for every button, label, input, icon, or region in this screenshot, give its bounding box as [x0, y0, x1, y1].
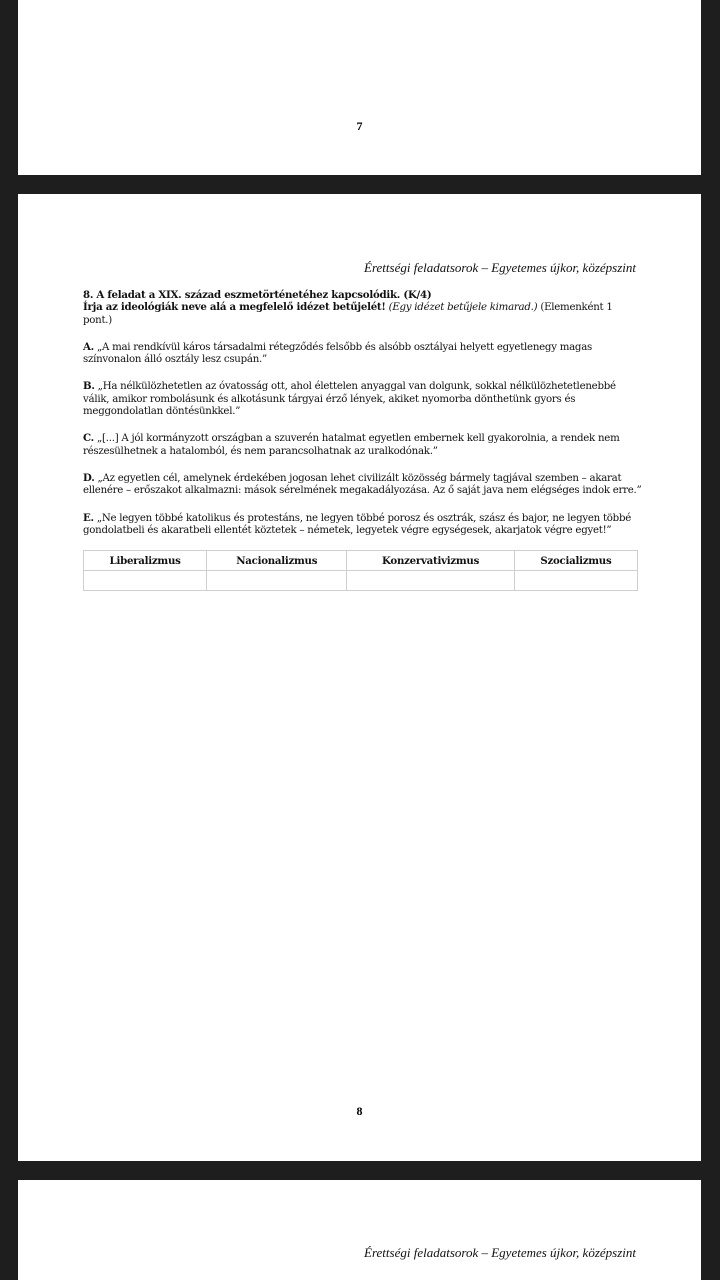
running-header: Érettségi feladatsorok – Egyetemes újkor, középszint	[364, 1245, 636, 1260]
task-8	[83, 289, 643, 591]
quote-d	[83, 472, 643, 498]
instruction-text: Írja az ideológiák neve alá a megfelelő idézet betűjelét!	[83, 301, 386, 314]
running-header: Érettségi feladatsorok – Egyetemes újkor, középszint	[364, 260, 636, 275]
answer-table-header: Liberalizmus	[84, 551, 207, 571]
answer-table-header: Szocializmus	[514, 551, 637, 571]
quote-c	[83, 432, 643, 458]
answer-cell	[347, 571, 515, 591]
quote-a	[83, 341, 643, 367]
pdf-page-9	[18, 1180, 701, 1280]
quote-letter: B.	[83, 380, 95, 393]
answer-table	[83, 550, 638, 591]
answer-table-header: Nacionalizmus	[207, 551, 347, 571]
quote-b	[83, 380, 643, 418]
quote-text: „[...] A jól kormányzott országban a szuverén hatalmat egyetlen embernek kell gyakorolnia, a rendek nem részesülhetnek a hatalomból, és nem parancsolhatnak az uralkodónak.”	[83, 433, 620, 457]
instruction-points: (Elemenként 1 pont.)	[83, 302, 613, 326]
answer-cell	[84, 571, 207, 591]
quote-letter: C.	[83, 432, 94, 445]
answer-table-header-row	[84, 551, 638, 571]
quote-text: „Az egyetlen cél, amelynek érdekében jogosan lehet civilizált közösség bármely tagjával szemben – akarat ellenére – erőszakot alkalmazni: mások sérelmének megakadályozása. Az ő saját java nem elégséges indok erre.”	[83, 472, 642, 497]
quote-text: „Ha nélkülözhetetlen az óvatosság ott, ahol élettelen anyaggal van dolgunk, sokkal nélkülözhetetlenebbé válik, amikor rombolásunk és alkotásunk tárgyai érző lények, akiket nyomorba dönthetünk gyors és meggondolatlan döntésünkkel.”	[83, 381, 616, 418]
instruction-note: (Egy idézet betűjele kimarad.)	[388, 302, 538, 314]
clipped-text-fragment	[83, 1274, 413, 1280]
task-title: 8. A feladat a XIX. század eszmetörténetéhez kapcsolódik. (K/4)	[83, 289, 432, 301]
pdf-page-8	[18, 194, 701, 1161]
quote-letter: E.	[83, 511, 94, 524]
task-instruction	[83, 301, 643, 327]
quote-text: „Ne legyen többé katolikus és protestáns, ne legyen többé porosz és osztrák, szász és bajor, ne legyen többé gondolatbeli és akaratbeli ellentét köztetek – németek, legyetek végre egységesek, akarjatok végre egyet!”	[83, 512, 631, 536]
page-number: 8	[356, 1104, 363, 1118]
quote-text: „A mai rendkívül káros társadalmi rétegződés felsőbb és alsóbb osztályai helyett egyetlenegy magas színvonalon álló osztály lesz csupán.”	[83, 341, 592, 366]
pdf-page-7	[18, 0, 701, 175]
answer-cell	[514, 571, 637, 591]
quote-letter: A.	[83, 340, 94, 353]
quote-letter: D.	[83, 471, 95, 484]
answer-table-row	[84, 571, 638, 591]
page-number: 7	[356, 119, 363, 133]
clipped-text-line	[83, 1274, 413, 1280]
answer-cell	[207, 571, 347, 591]
quote-e	[83, 512, 643, 538]
answer-table-header: Konzervativizmus	[347, 551, 515, 571]
